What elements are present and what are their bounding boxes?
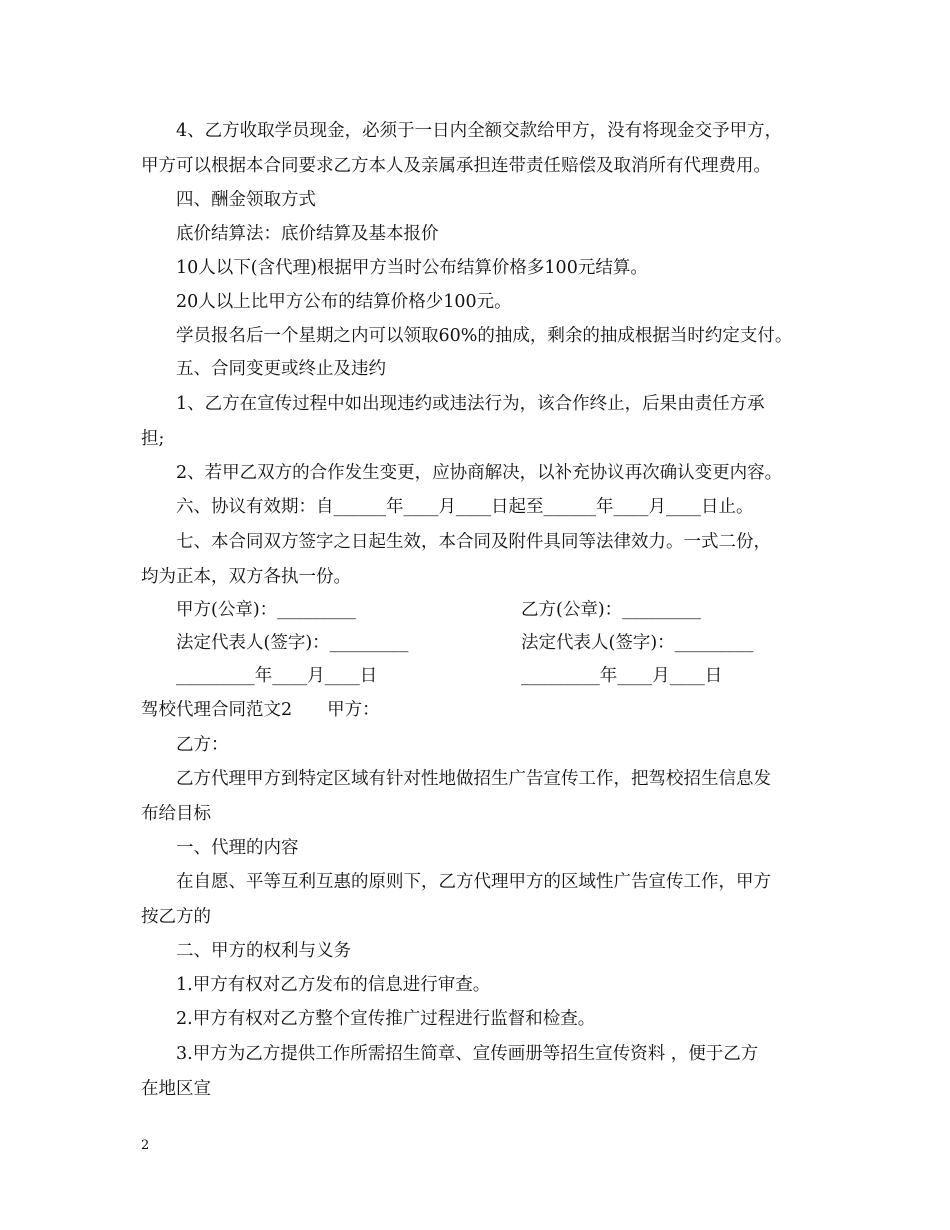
- section-7-line-2: 均为正本，双方各执一份。: [141, 567, 351, 587]
- paragraph-4-line-1: 4、乙方收取学员现金，必须于一日内全额交款给甲方，没有将现金交予甲方，: [176, 121, 783, 141]
- section-6-validity: 六、协议有效期：自______年____月____日起至______年____月____日止。: [176, 497, 754, 517]
- commission-line: 学员报名后一个星期之内可以领取60%的抽成，剩余的抽成根据当时约定支付。: [176, 326, 793, 346]
- contract-2-party-b: 乙方：: [176, 735, 229, 755]
- section-4-title: 四、酬金领取方式: [176, 190, 316, 210]
- section-5-title: 五、合同变更或终止及违约: [176, 359, 386, 379]
- contract-2-item-3-line-2: 在地区宣: [141, 1079, 211, 1099]
- party-a-date: _________年____月____日: [176, 666, 378, 686]
- section-5-item-1-line-1: 1、乙方在宣传过程中如出现违约或违法行为，该合作终止，后果由责任方承: [176, 394, 765, 414]
- under-10-line: 10人以下(含代理)根据甲方当时公布结算价格多100元结算。: [176, 258, 648, 278]
- section-5-item-1-line-2: 担;: [141, 429, 165, 449]
- contract-2-heading: 驾校代理合同范文2 甲方：: [141, 700, 380, 720]
- party-b-seal: 乙方(公章)：_________: [521, 600, 701, 620]
- section-7-line-1: 七、本合同双方签字之日起生效，本合同及附件具同等法律效力。一式二份，: [176, 532, 771, 552]
- party-a-seal: 甲方(公章)：_________: [176, 600, 356, 620]
- base-price-line: 底价结算法：底价结算及基本报价: [176, 224, 439, 244]
- party-a-representative: 法定代表人(签字)：_________: [176, 633, 409, 653]
- contract-2-item-2: 2.甲方有权对乙方整个宣传推广过程进行监督和检查。: [176, 1009, 596, 1029]
- contract-2-section-1-line-2: 按乙方的: [141, 907, 211, 927]
- contract-2-section-1-line-1: 在自愿、平等互利互惠的原则下，乙方代理甲方的区域性广告宣传工作，甲方: [176, 872, 771, 892]
- contract-2-section-2-title: 二、甲方的权利与义务: [176, 941, 351, 961]
- contract-2-intro-line-2: 布给目标: [141, 804, 211, 824]
- contract-2-section-1-title: 一、代理的内容: [176, 838, 299, 858]
- contract-2-item-1: 1.甲方有权对乙方发布的信息进行审查。: [176, 975, 491, 995]
- party-b-representative: 法定代表人(签字)：_________: [521, 633, 754, 653]
- page-number: 2: [141, 1138, 150, 1153]
- contract-2-intro-line-1: 乙方代理甲方到特定区域有针对性地做招生广告宣传工作，把驾校招生信息发: [176, 769, 771, 789]
- over-20-line: 20人以上比甲方公布的结算价格少100元。: [176, 292, 512, 312]
- contract-2-item-3-line-1: 3.甲方为乙方提供工作所需招生简章、宣传画册等招生宣传资料 ，便于乙方: [176, 1044, 759, 1064]
- party-b-date: _________年____月____日: [521, 666, 723, 686]
- paragraph-4-line-2: 甲方可以根据本合同要求乙方本人及亲属承担连带责任赔偿及取消所有代理费用。: [141, 156, 771, 176]
- section-5-item-2: 2、若甲乙双方的合作发生变更，应协商解决，以补充协议再次确认变更内容。: [176, 463, 783, 483]
